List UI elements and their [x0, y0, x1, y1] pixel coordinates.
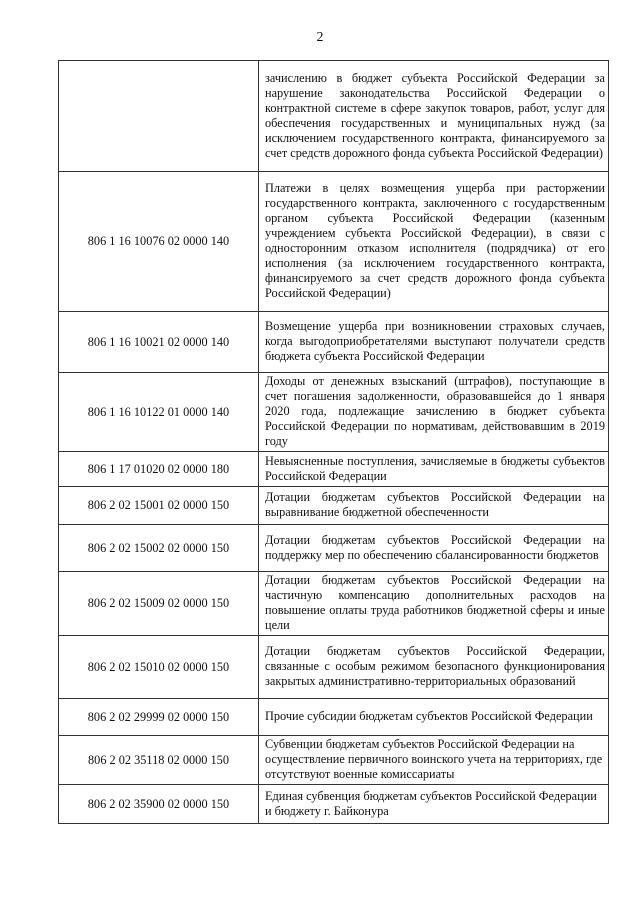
table-row [59, 785, 609, 824]
code-cell: 806 2 02 35900 02 0000 150 [59, 785, 259, 824]
description-cell: Невыясненные поступления, зачисляемые в бюджеты субъектов Российской Федерации [259, 452, 609, 487]
description-cell: Единая субвенция бюджетам субъектов Российской Федерации и бюджету г. Байконура [259, 785, 609, 824]
table-row [59, 172, 609, 312]
table-row [59, 373, 609, 452]
description-cell: Доходы от денежных взысканий (штрафов), поступающие в счет погашения задолженности, образовавшейся до 1 января 2020 года, подлежащие зачислению в бюджет субъекта Российской Федерации по нормативам, действовавшим в 2019 году [259, 373, 609, 452]
description-cell: Субвенции бюджетам субъектов Российской Федерации на осуществление первичного воинского учета на территориях, где отсутствуют военные комиссариаты [259, 736, 609, 785]
code-cell: 806 2 02 15001 02 0000 150 [59, 487, 259, 525]
table-row [59, 312, 609, 373]
table-row [59, 699, 609, 736]
description-cell: зачислению в бюджет субъекта Российской Федерации за нарушение законодательства Российской Федерации о контрактной системе в сфере закупок товаров, работ, услуг для обеспечения государственных и муниципальных нужд (за исключением государственного контракта, финансируемого за счет средств дорожного фонда субъекта Российской Федерации) [259, 61, 609, 172]
table-row [59, 525, 609, 572]
description-cell: Дотации бюджетам субъектов Российской Федерации на поддержку мер по обеспечению сбалансированности бюджетов [259, 525, 609, 572]
description-cell: Дотации бюджетам субъектов Российской Федерации на выравнивание бюджетной обеспеченности [259, 487, 609, 525]
code-cell: 806 1 17 01020 02 0000 180 [59, 452, 259, 487]
code-cell: 806 2 02 15009 02 0000 150 [59, 572, 259, 636]
code-cell [59, 61, 259, 172]
code-cell: 806 2 02 35118 02 0000 150 [59, 736, 259, 785]
code-cell: 806 1 16 10122 01 0000 140 [59, 373, 259, 452]
budget-codes-table [58, 60, 609, 824]
description-cell: Платежи в целях возмещения ущерба при расторжении государственного контракта, заключенного с государственным органом субъекта Российской Федерации (казенным учреждением субъекта Российской Федерации), в связи с односторонним отказом исполнителя (подрядчика) от его исполнения (за исключением государственного контракта, финансируемого за счет средств дорожного фонда субъекта Российской Федерации) [259, 172, 609, 312]
table-row [59, 452, 609, 487]
description-cell: Возмещение ущерба при возникновении страховых случаев, когда выгодоприобретателями выступают получатели средств бюджета субъекта Российской Федерации [259, 312, 609, 373]
description-cell: Дотации бюджетам субъектов Российской Федерации на частичную компенсацию дополнительных расходов на повышение оплаты труда работников бюджетной сферы и иные цели [259, 572, 609, 636]
description-cell: Дотации бюджетам субъектов Российской Федерации, связанные с особым режимом безопасного функционирования закрытых административно-территориальных образований [259, 636, 609, 699]
description-cell: Прочие субсидии бюджетам субъектов Российской Федерации [259, 699, 609, 736]
table-row [59, 736, 609, 785]
table-row [59, 572, 609, 636]
table-row [59, 487, 609, 525]
code-cell: 806 1 16 10076 02 0000 140 [59, 172, 259, 312]
code-cell: 806 2 02 15010 02 0000 150 [59, 636, 259, 699]
code-cell: 806 1 16 10021 02 0000 140 [59, 312, 259, 373]
page-number: 2 [316, 30, 324, 45]
table-row [59, 61, 609, 172]
code-cell: 806 2 02 29999 02 0000 150 [59, 699, 259, 736]
code-cell: 806 2 02 15002 02 0000 150 [59, 525, 259, 572]
table-row [59, 636, 609, 699]
